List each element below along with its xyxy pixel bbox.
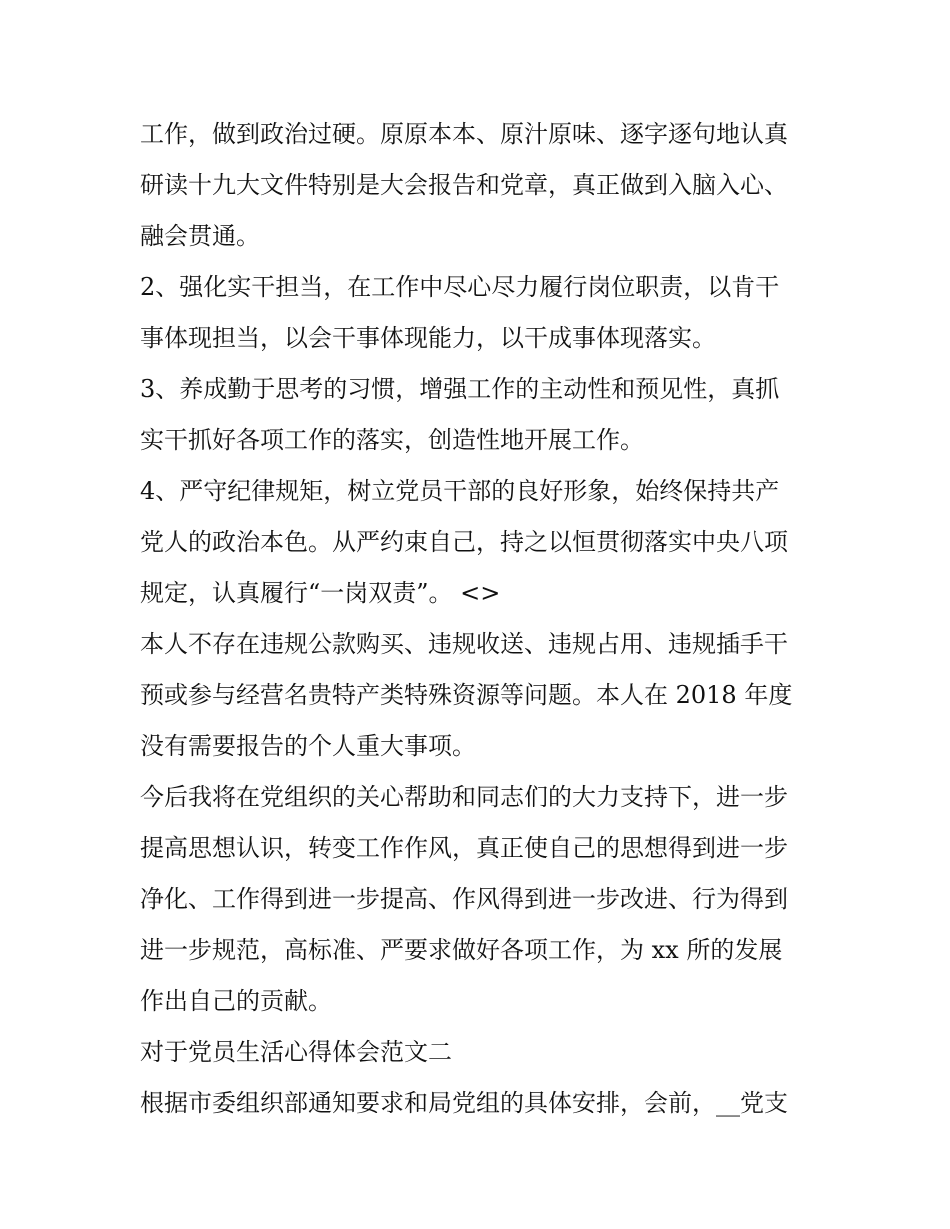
text-line: 没有需要报告的个人重大事项。 — [140, 732, 476, 760]
text-line: 作出自己的贡献。 — [140, 987, 332, 1015]
text-line: 2、强化实干担当，在工作中尽心尽力履行岗位职责，以肯干 — [140, 273, 780, 301]
text-line: 根据市委组织部通知要求和局党组的具体安排，会前，__党支 — [140, 1089, 788, 1117]
document-body — [140, 109, 820, 1129]
text-line: 事体现担当，以会干事体现能力，以干成事体现落实。 — [140, 324, 716, 352]
text-line: 工作，做到政治过硬。原原本本、原汁原味、逐字逐句地认真 — [140, 120, 788, 148]
text-line: 净化、工作得到进一步提高、作风得到进一步改进、行为得到 — [140, 885, 788, 913]
text-line: 提高思想认识，转变工作作风，真正使自己的思想得到进一步 — [140, 834, 788, 862]
section-heading: 对于党员生活心得体会范文二 — [140, 1038, 452, 1066]
text-line: 融会贯通。 — [140, 222, 260, 250]
text-line: 规定，认真履行“一岗双责”。 <> — [140, 579, 501, 607]
text-line: 预或参与经营名贵特产类特殊资源等问题。本人在 2018 年度 — [140, 681, 793, 709]
text-line: 实干抓好各项工作的落实，创造性地开展工作。 — [140, 426, 644, 454]
text-line: 今后我将在党组织的关心帮助和同志们的大力支持下，进一步 — [140, 783, 788, 811]
text-line: 3、养成勤于思考的习惯，增强工作的主动性和预见性，真抓 — [140, 375, 780, 403]
text-line: 进一步规范，高标准、严要求做好各项工作，为 xx 所的发展 — [140, 936, 783, 964]
text-line: 党人的政治本色。从严约束自己，持之以恒贯彻落实中央八项 — [140, 528, 788, 556]
text-line: 本人不存在违规公款购买、违规收送、违规占用、违规插手干 — [140, 630, 788, 658]
text-line: 研读十九大文件特别是大会报告和党章，真正做到入脑入心、 — [140, 171, 788, 199]
text-line: 4、严守纪律规矩，树立党员干部的良好形象，始终保持共产 — [140, 477, 780, 505]
